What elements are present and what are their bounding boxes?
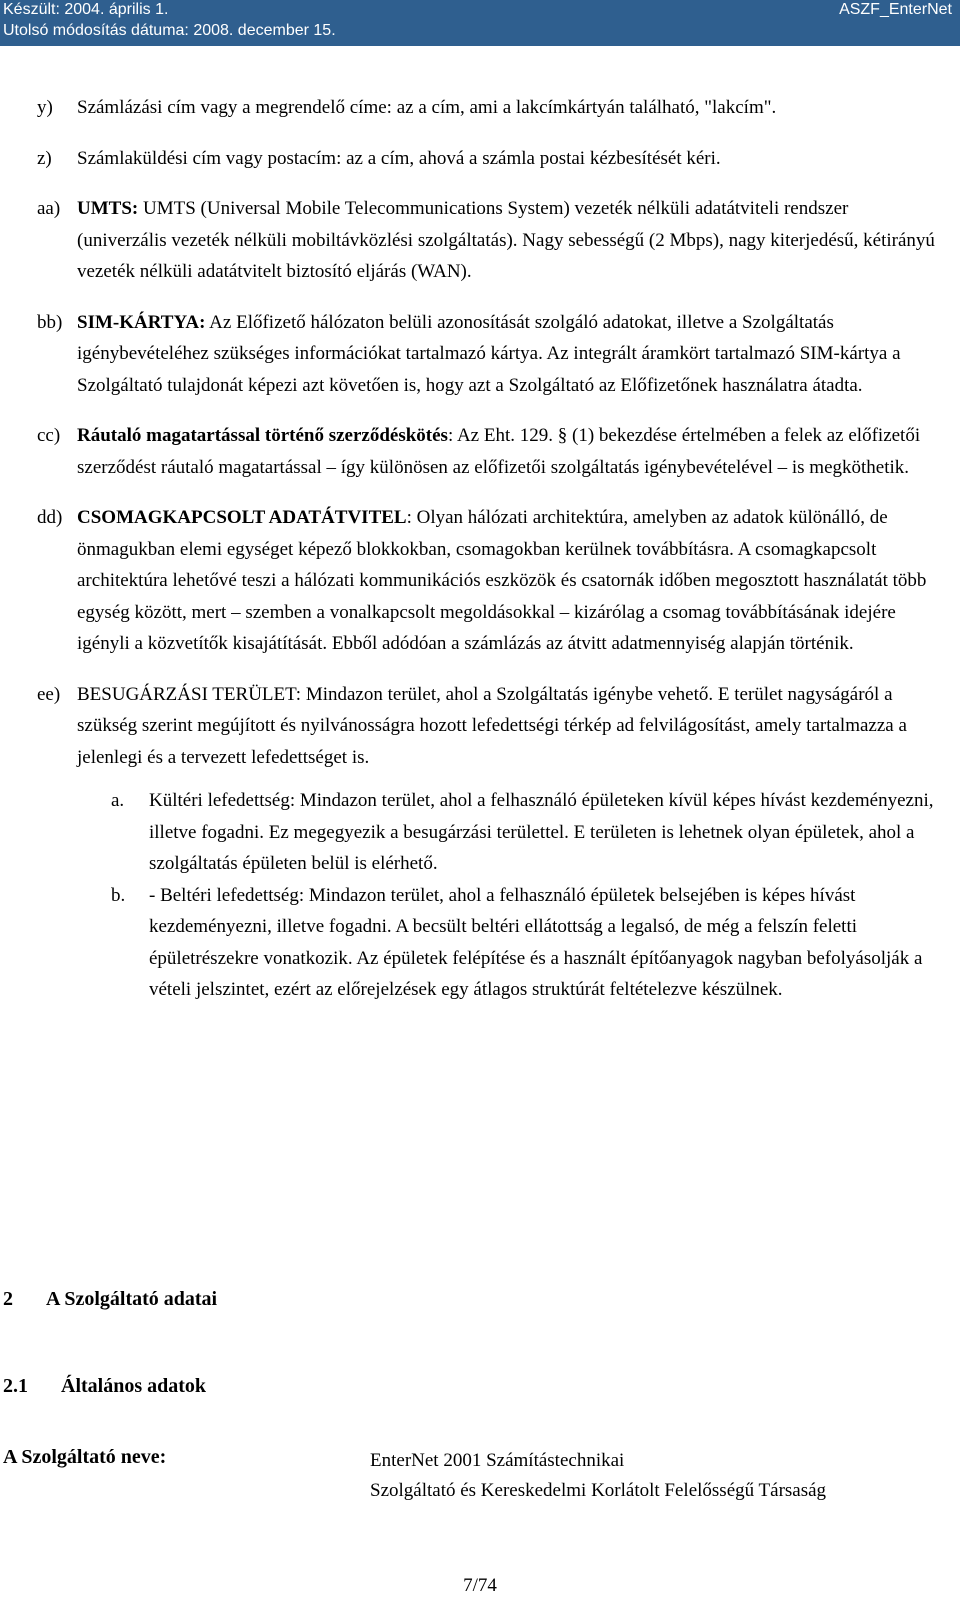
item-term: UMTS: <box>77 198 139 219</box>
item-label: bb) <box>37 311 63 333</box>
page-number: 7/74 <box>463 1575 497 1596</box>
sub-item-a <box>111 785 937 880</box>
item-term: CSOMAGKAPCSOLT ADATÁTVITEL <box>77 507 407 528</box>
definition-bb <box>37 307 937 402</box>
definition-aa <box>37 193 937 288</box>
sub-item-label: b. <box>111 884 126 906</box>
sub-item-label: a. <box>111 790 125 811</box>
page-header <box>0 0 960 46</box>
provider-name-line2: Szolgáltató és Kereskedelmi Korlátolt Felelősségű Társaság <box>370 1480 827 1501</box>
definition-cc <box>37 420 937 483</box>
item-label: ee) <box>37 683 61 705</box>
section-number: 2 <box>3 1288 13 1310</box>
sub-item-text: Kültéri lefedettség: Mindazon terület, ahol a felhasználó épületeken kívül képes hívást kezdeményezni, illetve fogadni. Ez megegyezik a besugárzási területtel. E területen is lehetnek olyan épületek, ahol a szolgáltatás épületen belül is elérhető. <box>149 790 934 874</box>
provider-name-line1: EnterNet 2001 Számítástechnikai <box>370 1450 625 1471</box>
sub-item-b <box>111 880 937 1006</box>
item-term: Ráutaló magatartással történő szerződéskötés <box>77 425 448 446</box>
provider-name-label: A Szolgáltató neve: <box>3 1446 167 1468</box>
item-label: y) <box>37 97 53 118</box>
definition-z <box>37 143 937 175</box>
definitions-list <box>37 92 937 1006</box>
item-text: : Olyan hálózati architektúra, amelyben az adatok különálló, de önmagukban elemi egységet képező blokkokban, csomagokban kerülnek továbbításra. A csomagkapcsolt architektúra lehetővé teszi a hálózati kommunikációs eszközök és csatornák időben megosztott használatát több egység között, mert – szemben a vonalkapcsolt megoldásokkal – kizárólag a csomag továbbításának idejére igényli a közvetítők kisajátítását. Ebből adódóan a számlázás az átvitt adatmennyiség alapján történik. <box>77 507 927 654</box>
definition-y <box>37 92 937 124</box>
section-title: A Szolgáltató adatai <box>46 1288 218 1310</box>
sub-item-text: - Beltéri lefedettség: Mindazon terület, ahol a felhasználó épületek belsejében is képes hívást kezdeményezni, illetve fogadni. A becsült beltéri ellátottság a legalsó, de még a felszín feletti épületrészekre vonatkozik. Az épületek felépítése és a használt építőanyagok nagyban befolyásolják a vételi jelszintet, ezért az előrejelzések egy átlagos struktúrát feltételezve készülnek. <box>149 884 923 1000</box>
section-title: Általános adatok <box>61 1375 207 1397</box>
document-code: ASZF_EnterNet <box>839 1 952 18</box>
item-text: BESUGÁRZÁSI TERÜLET: Mindazon terület, ahol a Szolgáltatás igénybe vehető. E terület nagyságáról a szükség szerint megújított és nyilvánosságra hozott lefedettségi térkép ad felvilágosítást, amely tartalmazza a jelenlegi és a tervezett lefedettséget is. <box>77 683 907 768</box>
definition-ee <box>37 679 937 774</box>
item-label: cc) <box>37 425 61 446</box>
provider-name-value <box>370 1446 826 1506</box>
item-text: Az Előfizető hálózaton belüli azonosítását szolgáló adatokat, illetve a Szolgáltatás igénybevételéhez szükséges információkat tartalmazó kártya. Az integrált áramkört tartalmazó SIM-kártya a Szolgáltató tulajdonát képezi azt követően is, hogy azt a Szolgáltató az Előfizetőnek használatra átadta. <box>77 311 901 396</box>
item-text: Számlaküldési cím vagy postacím: az a cím, ahová a számla postai kézbesítését kéri. <box>77 147 721 169</box>
item-term: SIM-KÁRTYA: <box>77 311 206 333</box>
section-number: 2.1 <box>3 1375 28 1397</box>
item-text: : Az Eht. 129. § (1) bekezdése értelmében a felek az előfizetői szerződést ráutaló magatartással – így különösen az előfizetői szolgáltatás igénybevételével – is megköthetik. <box>77 425 921 478</box>
item-text: UMTS (Universal Mobile Telecommunications System) vezeték nélküli adatátviteli rendszer (univerzális vezeték nélküli mobiltávközlési szolgáltatás). Nagy sebességű (2 Mbps), nagy kiterjedésű, kétirányú vezeték nélküli adatátvitelt biztosító eljárás (WAN). <box>77 198 935 282</box>
item-label: dd) <box>37 507 63 528</box>
created-date: Készült: 2004. április 1. <box>3 1 169 18</box>
definition-dd <box>37 502 937 660</box>
item-text: Számlázási cím vagy a megrendelő címe: az a cím, ami a lakcímkártyán található, "lakcím". <box>77 97 777 118</box>
item-label: z) <box>37 147 52 169</box>
modified-date: Utolsó módosítás dátuma: 2008. december 15. <box>3 22 336 39</box>
item-label: aa) <box>37 198 61 219</box>
